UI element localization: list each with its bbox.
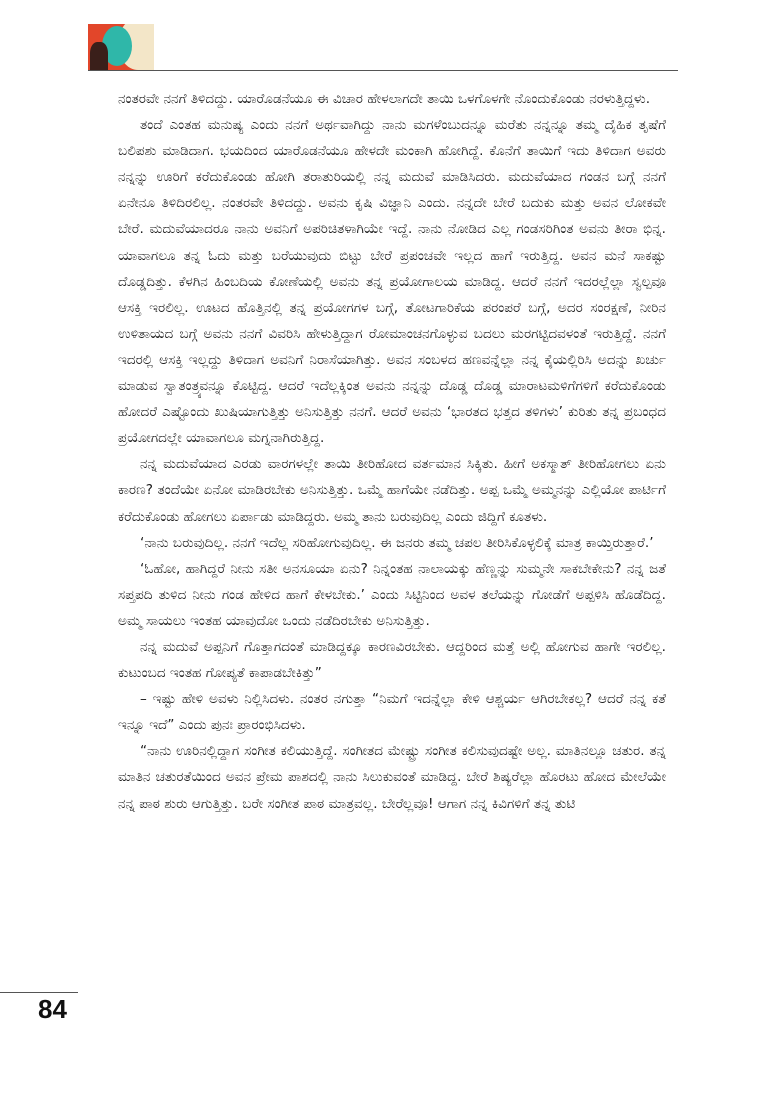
page-number: 84	[38, 994, 67, 1024]
paragraph-7: – ಇಷ್ಟು ಹೇಳಿ ಅವಳು ನಿಲ್ಲಿಸಿದಳು. ನಂತರ ನಗುತ್ತಾ “ನಿಮಗೆ ಇದನ್ನೆಲ್ಲಾ ಕೇಳಿ ಆಶ್ಚರ್ಯ ಆಗಿರಬೇಕಲ್ಲ? ಆದರೆ ನನ್ನ ಕತೆ ಇನ್ನೂ ಇದೆ” ಎಂದು ಪುನಃ ಪ್ರಾರಂಭಿಸಿದಳು.	[118, 691, 666, 734]
paragraph-1: ನಂತರವೇ ನನಗೆ ತಿಳಿದದ್ದು. ಯಾರೊಡನೆಯೂ ಈ ವಿಚಾರ ಹೇಳಲಾಗದೇ ತಾಯಿ ಒಳಗೊಳಗೇ ನೊಂದುಕೊಂಡು ನರಳುತ್ತಿದ್ದಳು.	[118, 91, 651, 107]
paragraph-5: ‘ಓಹೋ, ಹಾಗಿದ್ದರೆ ನೀನು ಸತೀ ಅನಸೂಯಾ ಏನು? ನಿನ್ನಂತಹ ನಾಲಾಯಕ್ಕು ಹೆಣ್ಣನ್ನು ಸುಮ್ಮನೇ ಸಾಕಬೇಕೇನು? ನನ್ನ ಜತೆ ಸಪ್ತಪದಿ ತುಳಿದ ನೀನು ಗಂಡ ಹೇಳಿದ ಹಾಗೆ ಕೇಳಬೇಕು.’ ಎಂದು ಸಿಟ್ಟಿನಿಂದ ಅವಳ ತಲೆಯನ್ನು ಗೋಡೆಗೆ ಅಪ್ಪಳಿಸಿ ಹೊಡೆದಿದ್ದ. ಅಮ್ಮ ಸಾಯಲು ಇಂತಹ ಯಾವುದೋ ಒಂದು ನಡೆದಿರಬೇಕು ಅನಿಸುತ್ತಿತ್ತು.	[118, 560, 666, 629]
article-body	[118, 86, 666, 817]
page-number-rule	[0, 992, 78, 993]
header-rule	[88, 70, 678, 71]
paragraph-4: ‘ನಾನು ಬರುವುದಿಲ್ಲ. ನನಗೆ ಇದೆಲ್ಲ ಸರಿಹೋಗುವುದಿಲ್ಲ. ಈ ಜನರು ತಮ್ಮ ಚಪಲ ತೀರಿಸಿಕೊಳ್ಳಲಿಕ್ಕೆ ಮಾತ್ರ ಕಾಯ್ತಿರುತ್ತಾರೆ.’	[140, 534, 654, 551]
magazine-logo-icon	[88, 24, 154, 70]
logo-dark-shape	[90, 42, 108, 70]
paragraph-3: ನನ್ನ ಮದುವೆಯಾದ ಎರಡು ವಾರಗಳಲ್ಲೇ ತಾಯಿ ತೀರಿಹೋದ ವರ್ತಮಾನ ಸಿಕ್ಕಿತು. ಹೀಗೆ ಅಕಸ್ಮಾತ್ ತೀರಿಹೋಗಲು ಏನು ಕಾರಣ? ತಂದೆಯೇ ಏನೋ ಮಾಡಿರಬೇಕು ಅನಿಸುತ್ತಿತ್ತು. ಒಮ್ಮೆ ಹಾಗೆಯೇ ನಡೆದಿತ್ತು. ಅಪ್ಪ ಒಮ್ಮೆ ಅಮ್ಮನನ್ನು ಎಲ್ಲಿಯೋ ಪಾರ್ಟಿಗೆ ಕರೆದುಕೊಂಡು ಹೋಗಲು ಏರ್ಪಾಡು ಮಾಡಿದ್ದರು. ಅಮ್ಮ ತಾನು ಬರುವುದಿಲ್ಲ ಎಂದು ಜಿದ್ದಿಗೆ ಕೂತಳು.	[118, 456, 666, 525]
paragraph-8: “ನಾನು ಊರಿನಲ್ಲಿದ್ದಾಗ ಸಂಗೀತ ಕಲಿಯುತ್ತಿದ್ದೆ. ಸಂಗೀತದ ಮೇಷ್ಟ್ರು ಸಂಗೀತ ಕಲಿಸುವುದಷ್ಟೇ ಅಲ್ಲ. ಮಾತಿನಲ್ಲೂ ಚತುರ. ತನ್ನ ಮಾತಿನ ಚತುರತೆಯಿಂದ ಅವನ ಪ್ರೇಮ ಪಾಶದಲ್ಲಿ ನಾನು ಸಿಲುಕುವಂತೆ ಮಾಡಿದ್ದ. ಬೇರೆ ಶಿಷ್ಯರೆಲ್ಲಾ ಹೊರಟು ಹೋದ ಮೇಲೆಯೇ ನನ್ನ ಪಾಠ ಶುರು ಆಗುತ್ತಿತ್ತು. ಬರೇ ಸಂಗೀತ ಪಾಠ ಮಾತ್ರವಲ್ಲ. ಬೇರೆಲ್ಲವೂ! ಆಗಾಗ ನನ್ನ ಕಿವಿಗಳಿಗೆ ತನ್ನ ತುಟಿ	[118, 743, 666, 812]
paragraph-2: ತಂದೆ ಎಂತಹ ಮನುಷ್ಯ ಎಂದು ನನಗೆ ಅರ್ಥವಾಗಿದ್ದು ನಾನು ಮಗಳೆಂಬುದನ್ನೂ ಮರೆತು ನನ್ನನ್ನೂ ತಮ್ಮ ದೈಹಿಕ ತೃಷೆಗೆ ಬಲಿಪಶು ಮಾಡಿದಾಗ. ಭಯದಿಂದ ಯಾರೊಡನೆಯೂ ಹೇಳದೇ ಮಂಕಾಗಿ ಹೋಗಿದ್ದೆ. ಕೊನೆಗೆ ತಾಯಿಗೆ ಇದು ತಿಳಿದಾಗ ಅವರು ನನ್ನನ್ನು ಊರಿಗೆ ಕರೆದುಕೊಂಡು ಹೋಗಿ ತರಾತುರಿಯಲ್ಲಿ ನನ್ನ ಮದುವೆ ಮಾಡಿಸಿದರು. ಮದುವೆಯಾದ ಗಂಡನ ಬಗ್ಗೆ ನನಗೆ ಏನೇನೂ ತಿಳಿದಿರಲಿಲ್ಲ. ನಂತರವೇ ತಿಳಿದದ್ದು. ಅವನು ಕೃಷಿ ವಿಜ್ಞಾನಿ ಎಂದು. ನನ್ನದೇ ಬೇರೆ ಬದುಕು ಮತ್ತು ಅವನ ಲೋಕವೇ ಬೇರೆ. ಮದುವೆಯಾದರೂ ನಾನು ಅವನಿಗೆ ಅಪರಿಚಿತಳಾಗಿಯೇ ಇದ್ದೆ. ನಾನು ನೋಡಿದ ಎಲ್ಲ ಗಂಡಸರಿಗಿಂತ ಅವನು ತೀರಾ ಭಿನ್ನ. ಯಾವಾಗಲೂ ತನ್ನ ಓದು ಮತ್ತು ಬರೆಯುವುದು ಬಿಟ್ಟು ಬೇರೆ ಪ್ರಪಂಚವೇ ಇಲ್ಲದ ಹಾಗೆ ಇರುತ್ತಿದ್ದ. ಅವನ ಮನೆ ಸಾಕಷ್ಟು ದೊಡ್ಡದಿತ್ತು. ಕೆಳಗಿನ ಹಿಂಬದಿಯ ಕೋಣೆಯಲ್ಲಿ ಅವನು ತನ್ನ ಪ್ರಯೋಗಾಲಯ ಮಾಡಿದ್ದ. ಆದರೆ ನನಗೆ ಇದರಲ್ಲೆಲ್ಲಾ ಸ್ವಲ್ಪವೂ ಆಸಕ್ತಿ ಇರಲಿಲ್ಲ. ಊಟದ ಹೊತ್ತಿನಲ್ಲಿ ತನ್ನ ಪ್ರಯೋಗಗಳ ಬಗ್ಗೆ, ತೋಟಗಾರಿಕೆಯ ಪರಂಪರೆ ಬಗ್ಗೆ, ಅದರ ಸಂರಕ್ಷಣೆ, ನೀರಿನ ಉಳಿತಾಯದ ಬಗ್ಗೆ ಅವನು ನನಗೆ ವಿವರಿಸಿ ಹೇಳುತ್ತಿದ್ದಾಗ ರೋಮಾಂಚನಗೊಳ್ಳುವ ಬದಲು ಮರಗಟ್ಟಿದವಳಂತೆ ಇರುತ್ತಿದ್ದೆ. ನನಗೆ ಇದರಲ್ಲಿ ಆಸಕ್ತಿ ಇಲ್ಲದ್ದು ತಿಳಿದಾಗ ಅವನಿಗೆ ನಿರಾಸೆಯಾಗಿತ್ತು. ಅವನ ಸಂಬಳದ ಹಣವನ್ನೆಲ್ಲಾ ನನ್ನ ಕೈಯಲ್ಲಿರಿಸಿ ಅದನ್ನು ಖರ್ಚು ಮಾಡುವ ಸ್ವಾತಂತ್ರ್ಯವನ್ನೂ ಕೊಟ್ಟಿದ್ದ. ಆದರೆ ಇದೆಲ್ಲಕ್ಕಿಂತ ಅವನು ನನ್ನನ್ನು ದೊಡ್ಡ ದೊಡ್ಡ ಮಾರಾಟಮಳಿಗೆಗಳಿಗೆ ಕರೆದುಕೊಂಡು ಹೋದರೆ ಎಷ್ಟೊಂದು ಖುಷಿಯಾಗುತ್ತಿತ್ತು ಅನಿಸುತ್ತಿತ್ತು ನನಗೆ. ಆದರೆ ಅವನು ‘ಭಾರತದ ಭತ್ತದ ತಳಿಗಳು’ ಕುರಿತು ತನ್ನ ಪ್ರಬಂಧದ ಪ್ರಯೋಗದಲ್ಲೇ ಯಾವಾಗಲೂ ಮಗ್ನನಾಗಿರುತ್ತಿದ್ದ.	[118, 117, 666, 447]
paragraph-6: ನನ್ನ ಮದುವೆ ಅಪ್ಪನಿಗೆ ಗೊತ್ತಾಗದಂತೆ ಮಾಡಿದ್ದಕ್ಕೂ ಕಾರಣವಿರಬೇಕು. ಆದ್ದರಿಂದ ಮತ್ತೆ ಅಲ್ಲಿ ಹೋಗುವ ಹಾಗೇ ಇರಲಿಲ್ಲ. ಕುಟುಂಬದ ಇಂತಹ ಗೋಪ್ಯತೆ ಕಾಪಾಡಬೇಕಿತ್ತು”	[118, 638, 666, 682]
